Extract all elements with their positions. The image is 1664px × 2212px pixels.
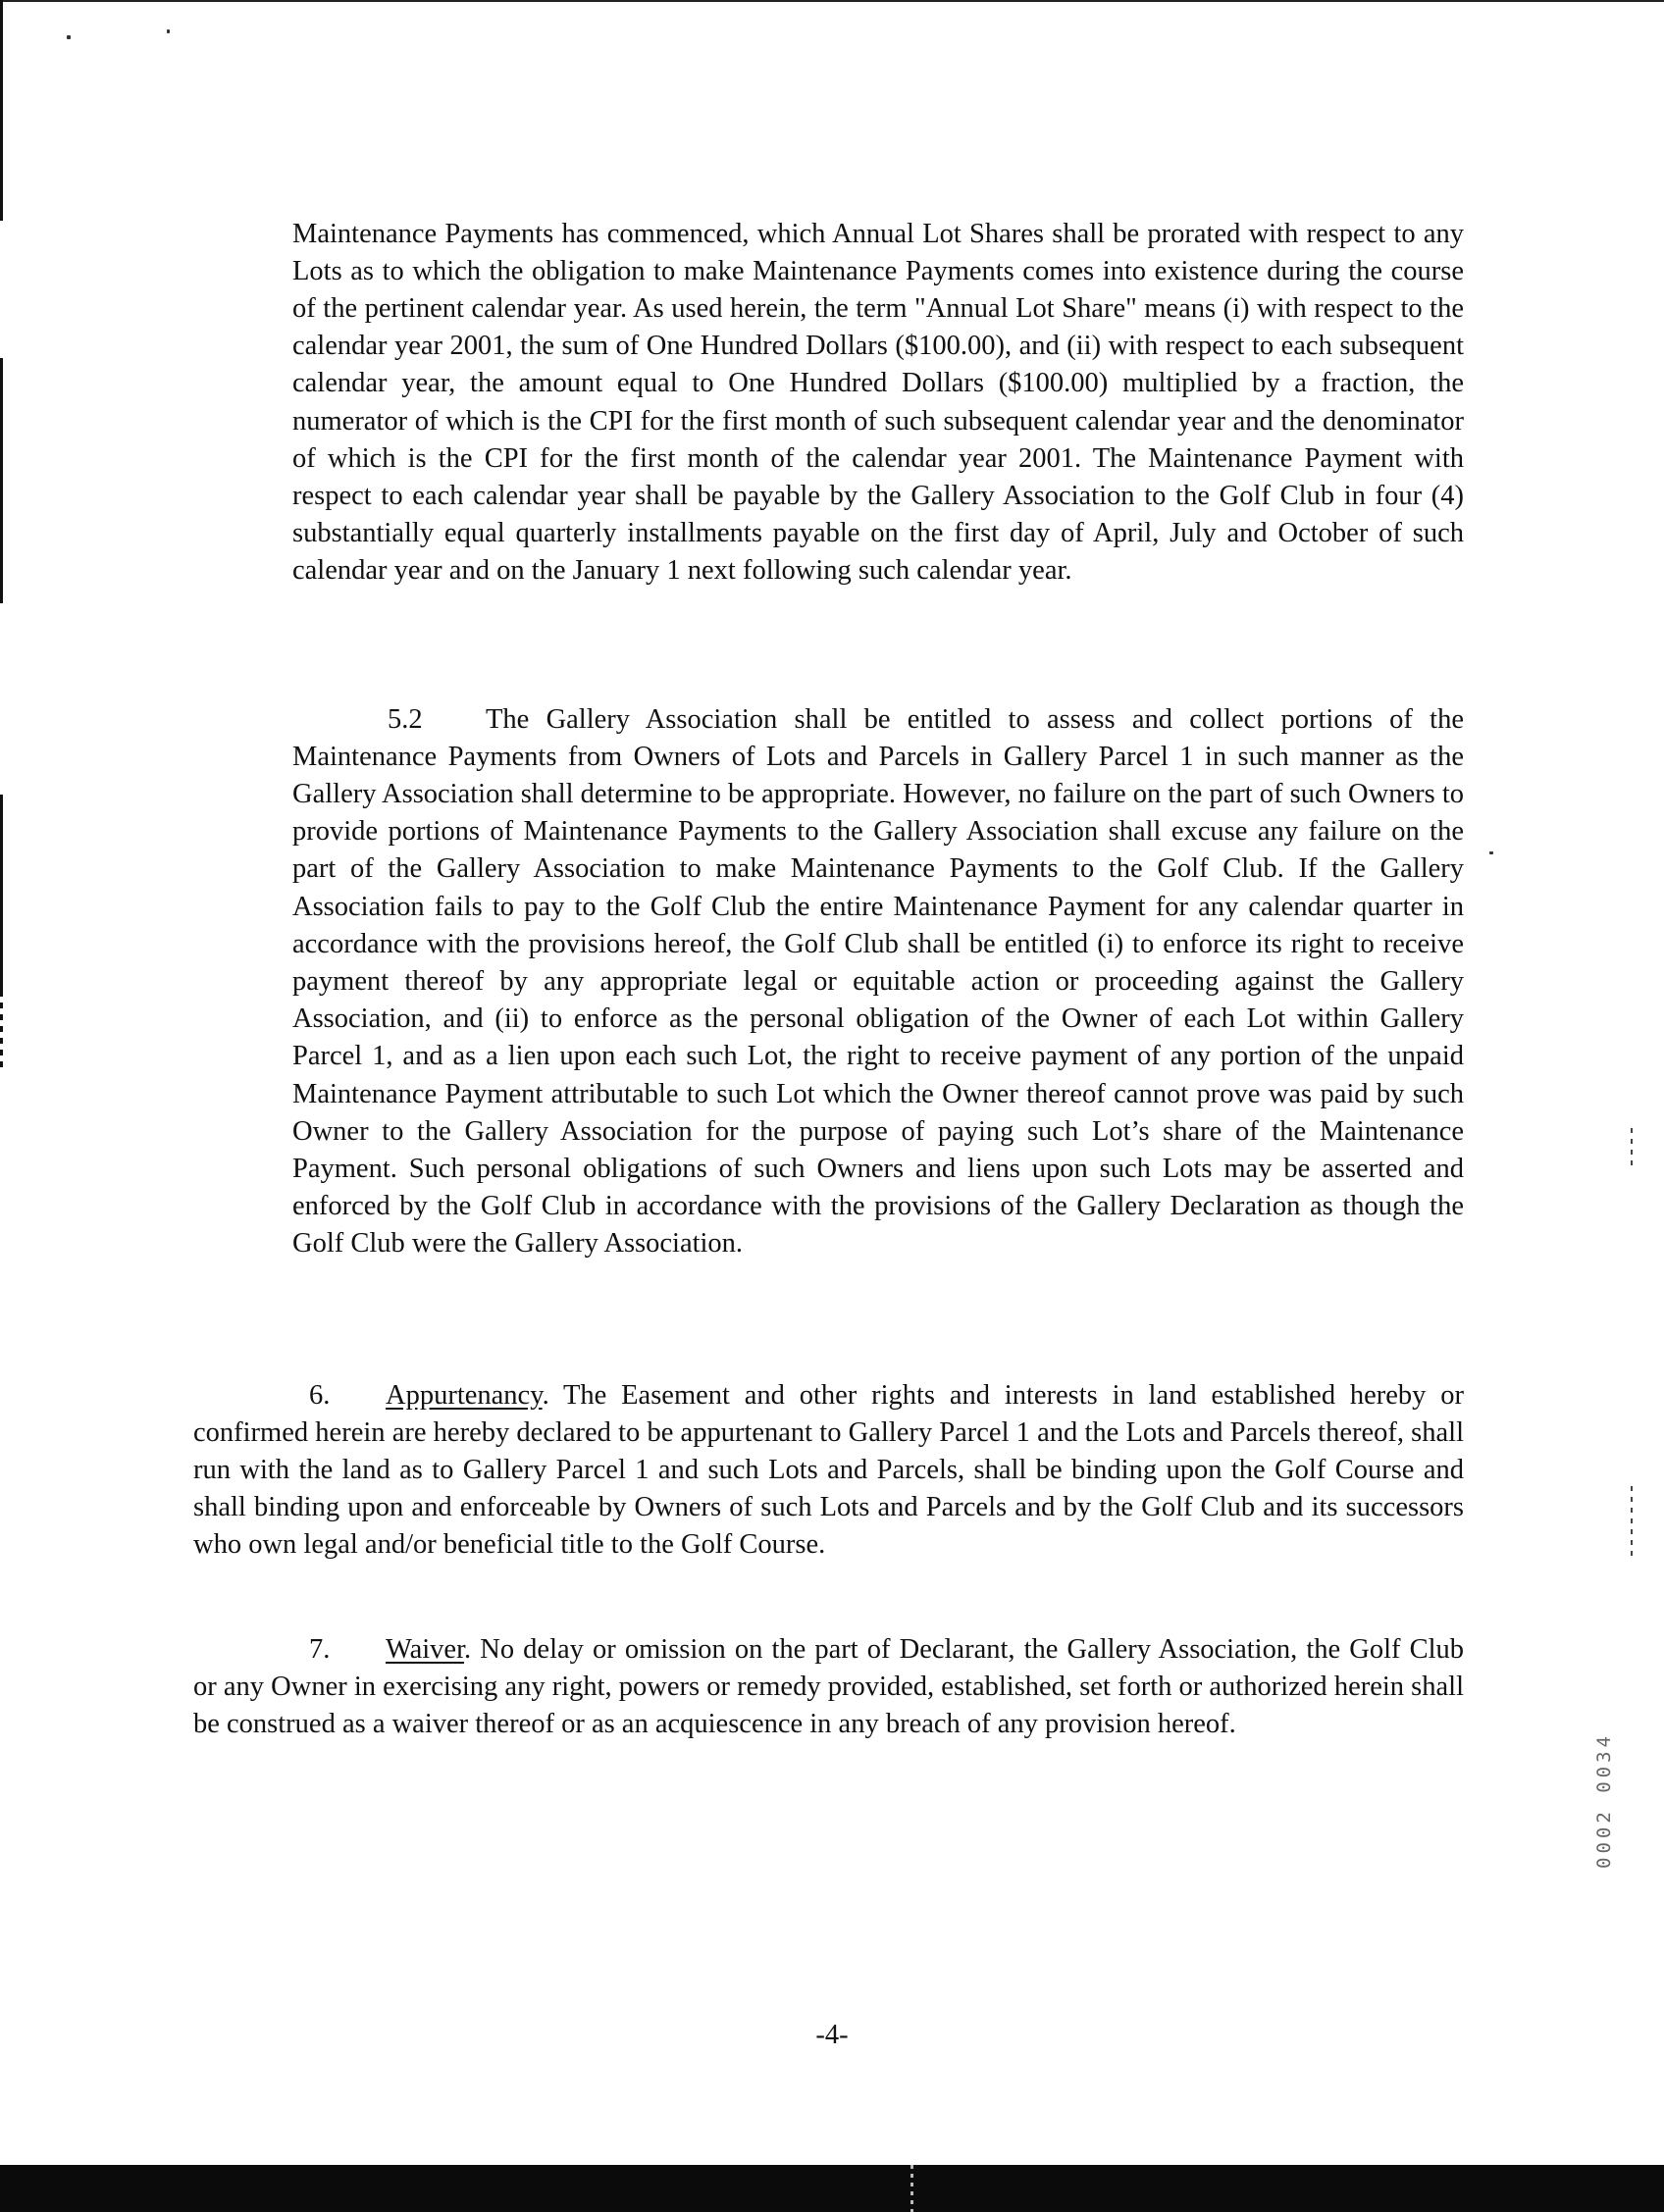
scan-left-edge	[0, 795, 3, 991]
section-text: The Gallery Association shall be entitled to assess and collect portions of the Maintenance Payments from Owners of Lots and Parcels in Gallery Parcel 1 in such manner as the Gallery Association shall determine to be appropriate. However, no failure on the part of such Owners to provide portions of Maintenance Payments to the Gallery Association shall excuse any failure on the part of the Gallery Association to make Maintenance Payments to the Golf Club. If the Gallery Association fails to pay to the Golf Club the entire Maintenance Payment for any calendar quarter in accordance with the provisions hereof, the Golf Club shall be entitled (i) to enforce its right to receive payment thereof by any appropriate legal or equitable action or proceeding against the Gallery Association, and (ii) to enforce as the personal obligation of the Owner of each Lot within Gallery Parcel 1, and as a lien upon each such Lot, the right to receive payment of any portion of the unpaid Maintenance Payment attributable to such Lot which the Owner thereof cannot prove was paid by such Owner to the Gallery Association for the purpose of paying such Lot’s share of the Maintenance Payment. Such personal obligations of such Owners and liens upon such Lots may be asserted and enforced by the Golf Club in accordance with the provisions of the Gallery Declaration as though the Golf Club were the Gallery Association.	[292, 703, 1464, 1260]
section-6	[193, 1377, 1464, 1565]
margin-stamp	[1564, 1545, 1615, 1869]
scan-bottom-gap	[910, 2165, 913, 2212]
section-heading: Appurtenancy	[386, 1379, 543, 1411]
section-text: . The Easement and other rights and interests in land established hereby or confirmed herein are hereby declared to be appurtenant to Gallery Parcel 1 and the Lots and Parcels thereof, shall run with the land as to Gallery Parcel 1 and such Lots and Parcels, shall be binding upon the Golf Course and shall binding upon and enforceable by Owners of such Lots and Parcels and by the Golf Club and its successors who own legal and/or beneficial title to the Golf Course.	[193, 1379, 1464, 1561]
section-number: 5.2	[388, 703, 423, 735]
scan-left-edge	[0, 991, 3, 1069]
scan-left-edge	[0, 358, 3, 603]
section-number: 7.	[309, 1633, 331, 1665]
scan-left-edge	[0, 0, 3, 221]
scan-right-marks	[1631, 1128, 1633, 1167]
continuation-paragraph: Maintenance Payments has commenced, which Annual Lot Shares shall be prorated with respect to any Lots as to which the obligation to make Maintenance Payments comes into existence during the course of the pertinent calendar year. As used herein, the term "Annual Lot Share" means (i) with respect to the calendar year 2001, the sum of One Hundred Dollars ($100.00), and (ii) with respect to each subsequent calendar year, the amount equal to One Hundred Dollars ($100.00) multiplied by a fraction, the numerator of which is the CPI for the first month of such subsequent calendar year and the denominator of which is the CPI for the first month of the calendar year 2001. The Maintenance Payment with respect to each calendar year shall be payable by the Gallery Association to the Golf Club in four (4) substantially equal quarterly installments payable on the first day of April, July and October of such calendar year and on the January 1 next following such calendar year.	[292, 218, 1464, 587]
section-7	[193, 1631, 1464, 1744]
margin-stamp-text: 0002 0034	[1593, 1732, 1615, 1869]
scan-speck	[1489, 851, 1493, 854]
scan-bottom-band	[0, 2165, 1664, 2212]
scan-speck	[67, 35, 71, 39]
section-5-2	[292, 701, 1464, 1263]
page-number: -4-	[815, 2020, 849, 2050]
section-number: 6.	[309, 1379, 331, 1411]
scan-speck	[167, 29, 170, 33]
scan-top-edge	[0, 0, 1664, 2]
section-heading: Waiver	[386, 1633, 465, 1665]
scan-right-marks	[1631, 1486, 1633, 1560]
section-text: . No delay or omission on the part of Declarant, the Gallery Association, the Golf Club or any Owner in exercising any right, powers or remedy provided, established, set forth or authorized herein shall be construed as a waiver thereof or as an acquiescence in any breach of any provision hereof.	[193, 1633, 1464, 1739]
